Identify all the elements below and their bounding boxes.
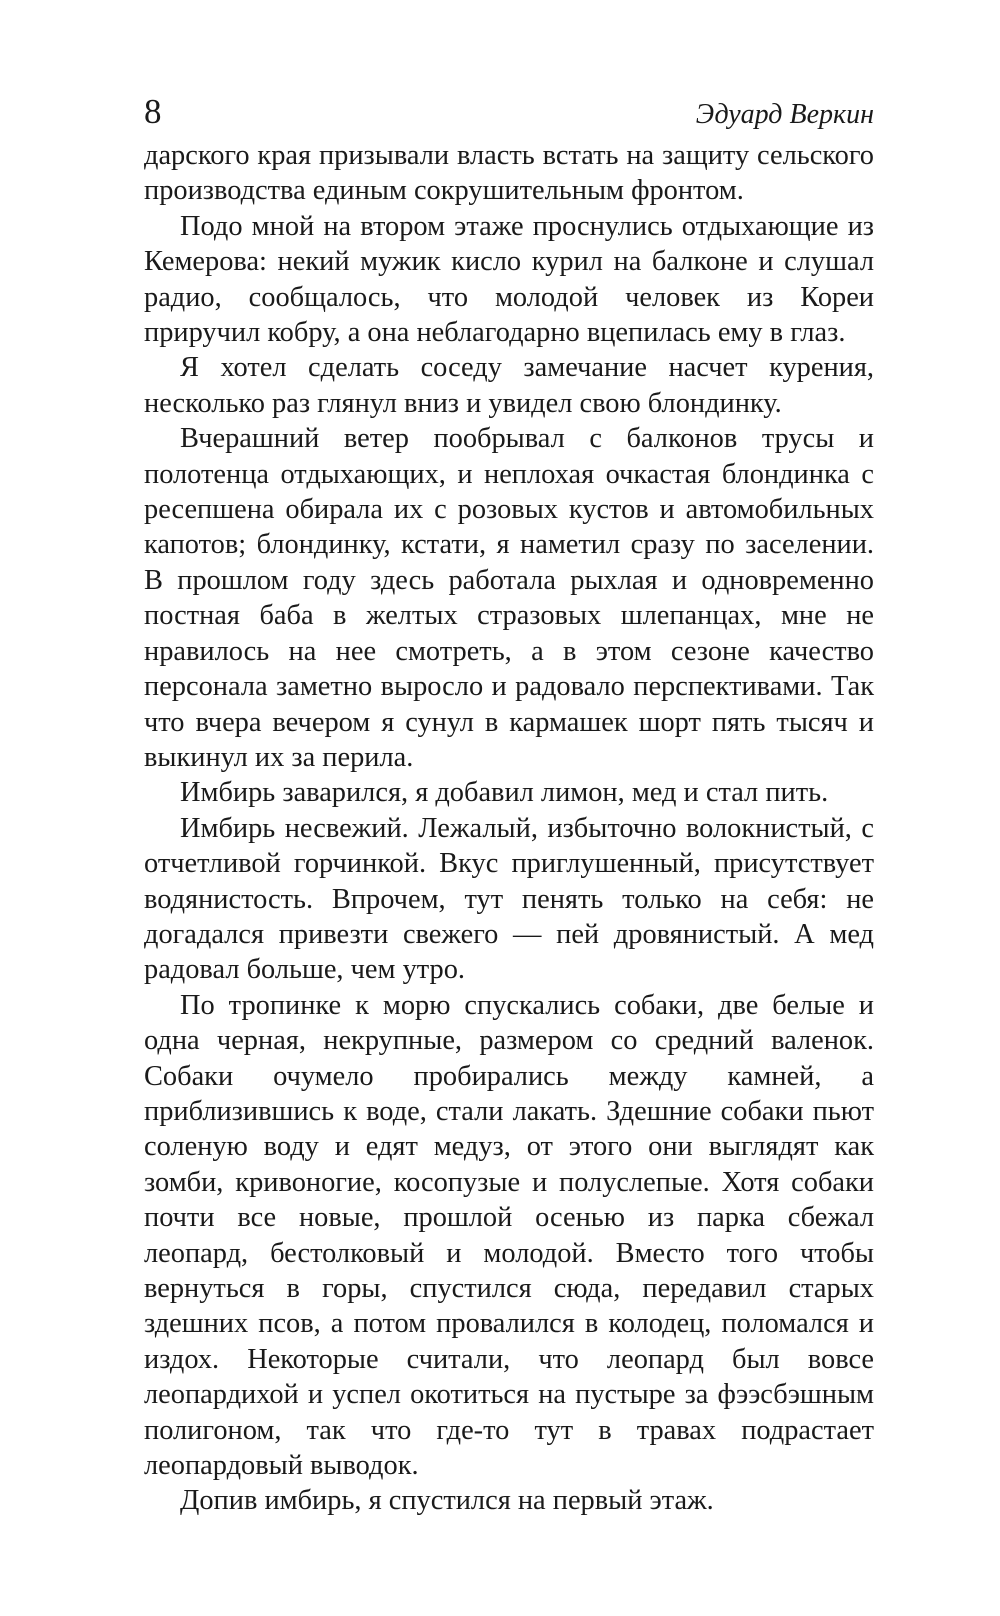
paragraph: Имбирь несвежий. Лежалый, избыточно волокнистый, с отчетливой горчинкой. Вкус приглушенный, присутствует водянистость. Впрочем, тут пенять только на себя: не догадался привезти свежего — пей дровянистый. А мед радовал больше, чем утро. [144,812,874,986]
paragraph: Подо мной на втором этаже проснулись отдыхающие из Кемерова: некий мужик кисло курил на балконе и слушал радио, сообщалось, что молодой человек из Кореи приручил кобру, а она неблагодарно вцепилась ему в глаз. [144,210,874,349]
paragraph: Имбирь заварился, я добавил лимон, мед и стал пить. [180,777,829,809]
running-head-author: Эдуард Веркин [695,99,874,130]
book-page [144,86,874,1519]
body-text [144,138,874,1519]
paragraph: Я хотел сделать соседу замечание насчет курения, несколько раз глянул вниз и увидел свою блондинку. [144,352,874,419]
paragraph: Вчерашний ветер пообрывал с балконов трусы и полотенца отдыхающих, и неплохая очкастая блондинка с ресепшена обирала их с розовых кустов и автомобильных капотов; блондинку, кстати, я наметил сразу по заселении. В прошлом году здесь работала рыхлая и одновременно постная баба в желтых стразовых шлепанцах, мне не нравилось на нее смотреть, а в этом сезоне качество персонала заметно выросло и радовало перспективами. Так что вчера вечером я сунул в кармашек шорт пять тысяч и выкинул их за перила. [144,423,874,773]
running-head [144,86,874,138]
page-number: 8 [144,92,162,131]
paragraph-continued: дарского края призывали власть встать на защиту сельского производства единым сокрушительным фронтом. [144,140,874,207]
paragraph: По тропинке к морю спускались собаки, две белые и одна черная, некрупные, размером со средний валенок. Собаки очумело пробирались между камней, а приблизившись к воде, стали лакать. Здешние собаки пьют соленую воду и едят медуз, от этого они выглядят как зомби, кривоногие, косопузые и полуслепые. Хотя собаки почти все новые, прошлой осенью из парка сбежал леопард, бестолковый и молодой. Вместо того чтобы вернуться в горы, спустился сюда, передавил старых здешних псов, а потом провалился в колодец, поломался и издох. Некоторые считали, что леопард был вовсе леопардихой и успел окотиться на пустыре за фээсбэшным полигоном, так что где-то тут в травах подрастает леопардовый выводок. [144,989,874,1482]
paragraph: Допив имбирь, я спустился на первый этаж. [180,1485,714,1517]
